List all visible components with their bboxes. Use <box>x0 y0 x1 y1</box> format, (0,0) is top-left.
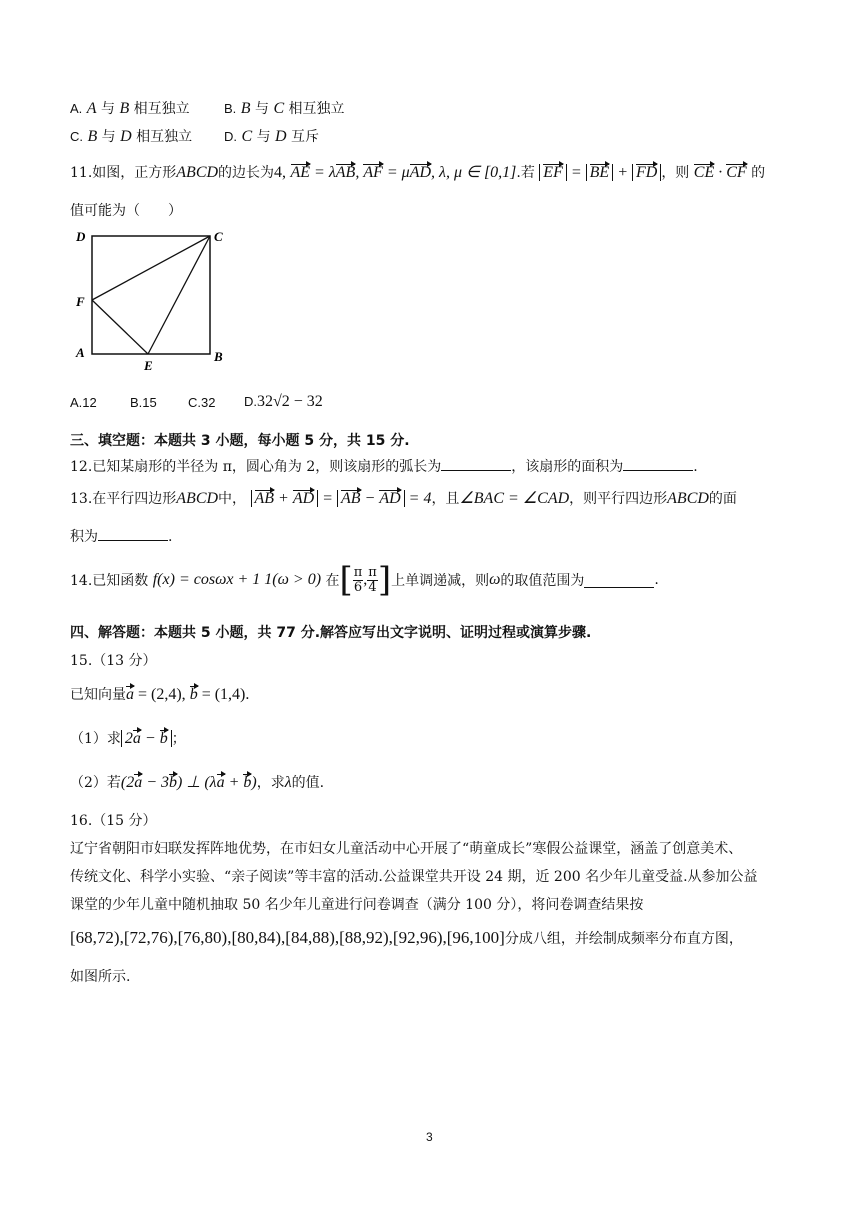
q15-head: 15.（13 分） <box>70 653 157 669</box>
q14-function: f(x) = cosωx + 1 1(ω > 0) <box>152 571 322 588</box>
q13-line2: 积为 . <box>70 526 172 546</box>
label-d: D <box>76 229 86 244</box>
q15-part-2: （2）若(2a − 3b) ⊥ (λa + b)，求λ的值. <box>70 774 325 791</box>
q16-line-1: 辽宁省朝阳市妇联发挥阵地优势，在市妇女儿童活动中心开展了“萌童成长”寒假公益课堂，涵盖了创意美术、 <box>70 841 743 857</box>
q15-given: 已知向量a = (2,4), b = (1,4). <box>70 686 250 703</box>
q10-option-c: C. B 与 D 相互独立 <box>70 128 193 145</box>
q10-option-a: A. A 与 B 相互独立 <box>70 100 190 117</box>
q11-dot-product: CE · CF <box>693 164 747 181</box>
q10-option-b: B. B 与 C 相互独立 <box>224 100 345 117</box>
page-number: 3 <box>426 1130 433 1144</box>
section-4-title: 四、解答题：本题共 5 小题，共 77 分.解答应写出文字说明、证明过程或演算步骤. <box>70 625 592 641</box>
q12-blank-1[interactable] <box>441 456 511 471</box>
q16-head: 16.（15 分） <box>70 813 157 829</box>
label-a: A <box>76 345 85 360</box>
square-abcd <box>92 236 210 354</box>
q13-text: 13.在平行四边形ABCD中， AB + AD = AB − AD = 4，且∠BAC = ∠CAD，则平行四边形ABCD的面 <box>70 490 737 507</box>
q13-vector-equation: AB + AD = AB − AD = 4 <box>251 490 432 507</box>
q11-condition: AE = λAB, AF = μAD, λ, μ ∈ [0,1] <box>290 164 517 181</box>
q16-line-3: 课堂的少年儿童中随机抽取 50 名少年儿童进行问卷调查（满分 100 分），将问卷调查结果按 <box>70 897 644 913</box>
q14-blank[interactable] <box>584 573 654 588</box>
q12-blank-2[interactable] <box>623 456 693 471</box>
q11-equation: EF = BE + FD <box>539 164 661 181</box>
q16-line-5: 如图所示. <box>70 969 131 985</box>
q16-intervals: [68,72),[72,76),[76,80),[80,84),[84,88),[88,92),[92,96),[96,100] <box>70 928 505 947</box>
q14-frac-2: $\frac{\pi}{4}$ <box>368 564 377 595</box>
q11-stem: 11.如图，正方形ABCD的边长为4, AE = λAB, AF = μAD, λ, μ ∈ [0,1].若 EF = BE + FD ，则 CE · CF 的 <box>70 164 766 181</box>
q11-option-d: D.32√2 − 32 <box>244 393 323 410</box>
segment-cf <box>92 236 210 300</box>
label-f: F <box>76 294 85 309</box>
label-b: B <box>214 349 223 364</box>
q16-line-4: [68,72),[72,76),[76,80),[80,84),[84,88),[88,92),[92,96),[96,100]分成八组，并绘制成频率分布直方图， <box>70 928 743 947</box>
label-e: E <box>144 358 153 373</box>
q11-option-c: C.32 <box>188 395 216 410</box>
q14-frac-1: $\frac{\pi}{6}$ <box>353 564 363 595</box>
q16-line-2: 传统文化、科学小实验、“亲子阅读”等丰富的活动.公益课堂共开设 24 期，近 200 名少年儿童受益.从参加公益 <box>70 869 758 885</box>
q13-blank[interactable] <box>98 526 168 541</box>
q15-part-1: （1）求 2a − b ； <box>70 730 186 747</box>
q11-stem-line2: 值可能为（ ） <box>70 203 182 219</box>
q11-option-a: A.12 <box>70 395 97 410</box>
q11-square-figure <box>70 226 230 376</box>
section-3-title: 三、填空题：本题共 3 小题，每小题 5 分，共 15 分. <box>70 433 410 449</box>
q10-option-d: D. C 与 D 互斥 <box>224 128 320 145</box>
segment-fe <box>92 300 148 354</box>
q12-text: 12.已知某扇形的半径为 π，圆心角为 2，则该扇形的弧长为 ，该扇形的面积为 . <box>70 456 698 476</box>
q11-option-b: B.15 <box>130 395 157 410</box>
label-c: C <box>214 229 223 244</box>
q14-text: 14.已知函数 f(x) = cosωx + 1 1(ω > 0) 在[ $\frac{\pi}{6}$ , $\frac{\pi}{4}$ ]上单调递减，则ω的取值范围为 . <box>70 560 659 600</box>
segment-ce <box>148 236 210 354</box>
